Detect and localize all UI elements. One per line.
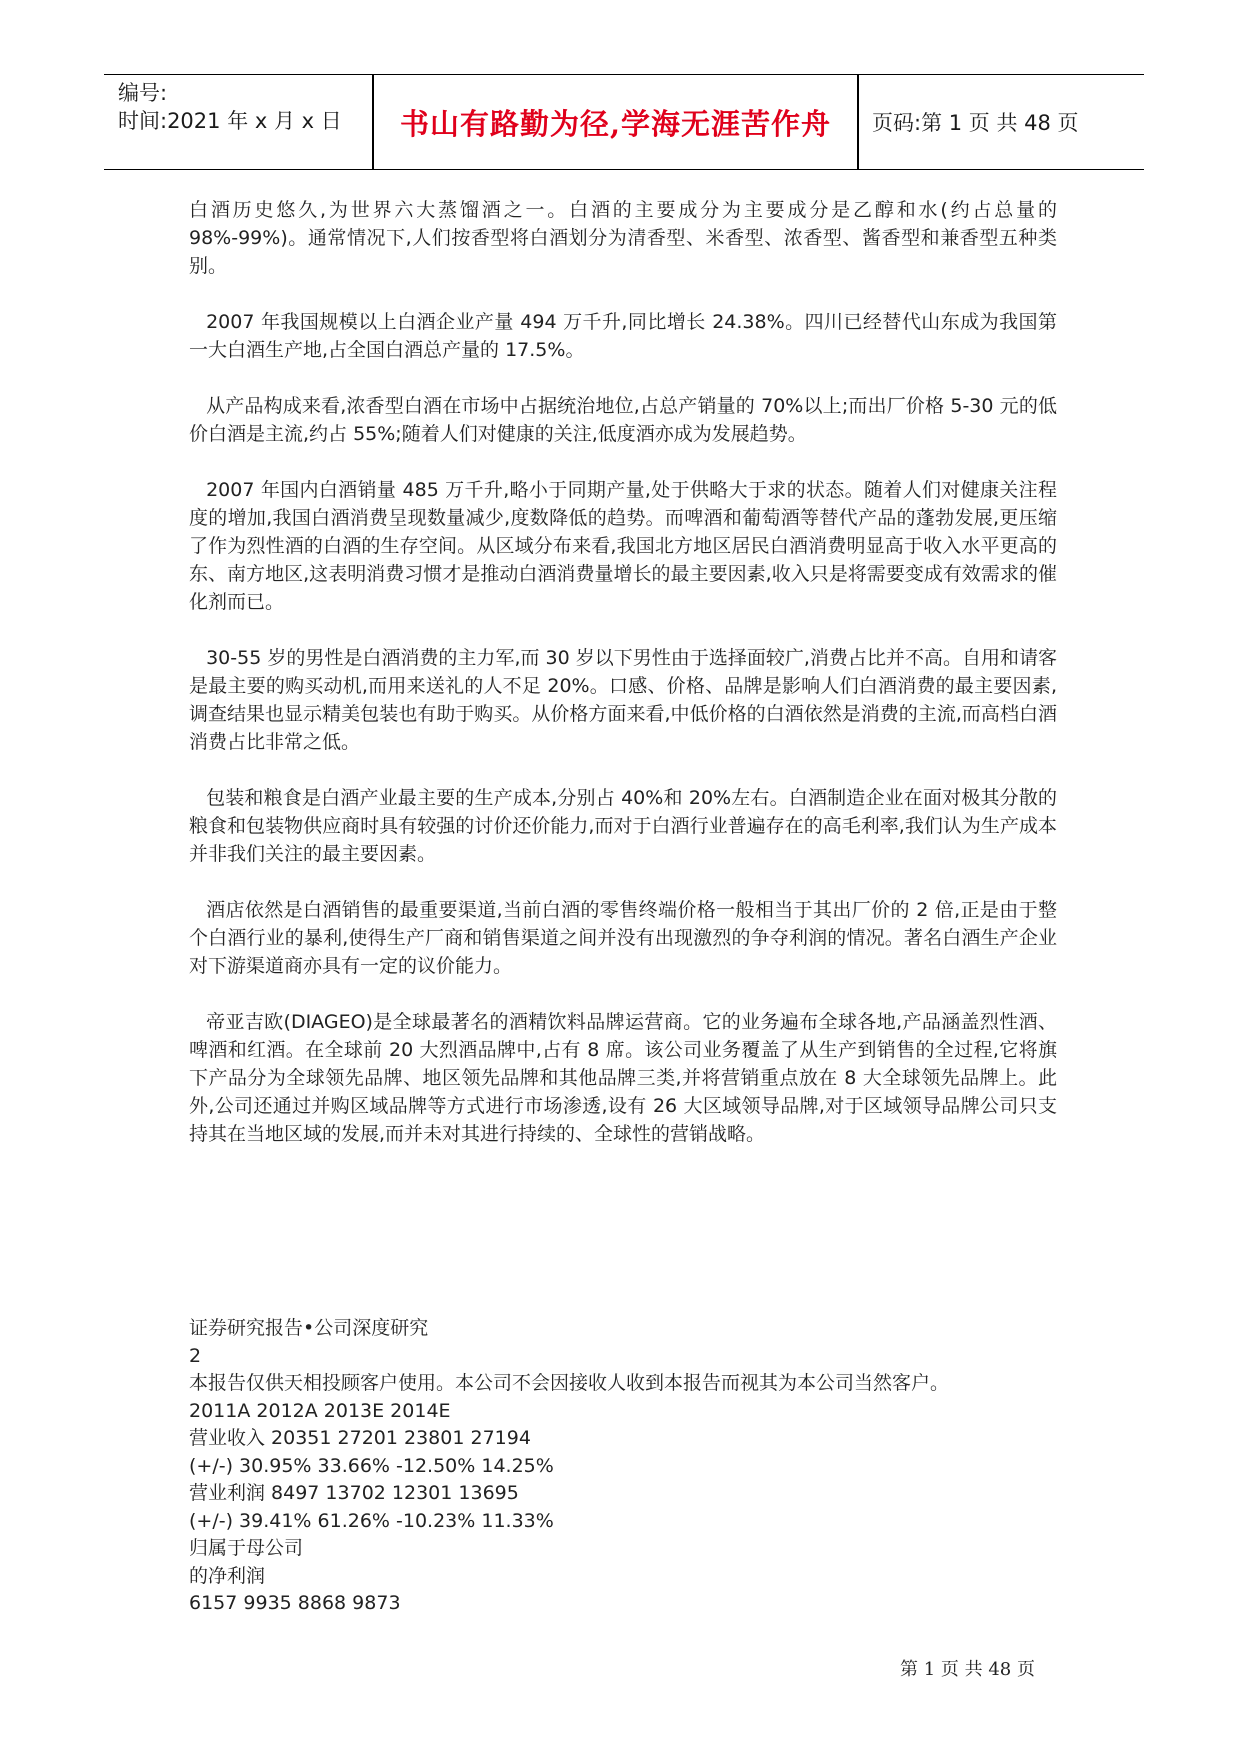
revenue-line: 营业收入 20351 27201 23801 27194 xyxy=(189,1427,531,1449)
paragraph: 30-55 岁的男性是白酒消费的主力军,而 30 岁以下男性由于选择面较广,消费占比并不高。自用和请客是最主要的购买动机,而用来送礼的人不足 20%。口感、价格、品牌是影响人们白酒消费的最主要因素,调查结果也显示精美包装也有助于购买。从价格方面来看,中低价格的白酒依然是消费的主流,而高档白酒消费占比非常之低。 xyxy=(189,647,1057,753)
page-header xyxy=(104,74,1144,170)
net-profit-label-line: 归属于母公司 xyxy=(189,1537,304,1559)
paragraph: 白酒历史悠久,为世界六大蒸馏酒之一。白酒的主要成分为主要成分是乙醇和水(约占总量的 98%-99%)。通常情况下,人们按香型将白酒划分为清香型、米香型、浓香型、酱香型和兼香型五种类别。 xyxy=(189,199,1057,277)
disclaimer-line: 本报告仅供天相投顾客户使用。本公司不会因接收人收到本报告而视其为本公司当然客户。 xyxy=(189,1372,950,1394)
operating-profit-line: 营业利润 8497 13702 12301 13695 xyxy=(189,1482,519,1504)
document-body xyxy=(189,196,1057,1176)
operating-profit-growth-line: (+/-) 39.41% 61.26% -10.23% 11.33% xyxy=(189,1509,554,1532)
paragraph: 酒店依然是白酒销售的最重要渠道,当前白酒的零售终端价格一般相当于其出厂价的 2 倍,正是由于整个白酒行业的暴利,使得生产厂商和销售渠道之间并没有出现激烈的争夺利润的情况。著名白酒生产企业对下游渠道商亦具有一定的议价能力。 xyxy=(189,899,1057,977)
net-profit-values-line: 6157 9935 8868 9873 xyxy=(189,1592,401,1614)
header-page-label: 页码:第 1 页 共 48 页 xyxy=(872,111,1079,135)
net-profit-label-line: 的净利润 xyxy=(189,1564,266,1587)
report-page-number-line: 2 xyxy=(189,1344,202,1367)
paragraph: 包装和粮食是白酒产业最主要的生产成本,分别占 40%和 20%左右。白酒制造企业在面对极其分散的粮食和包装物供应商时具有较强的讨价还价能力,而对于白酒行业普遍存在的高毛利率,我们认为生产成本并非我们关注的最主要因素。 xyxy=(189,787,1057,865)
paragraph: 2007 年国内白酒销量 485 万千升,略小于同期产量,处于供略大于求的状态。随着人们对健康关注程度的增加,我国白酒消费呈现数量减少,度数降低的趋势。而啤酒和葡萄酒等替代产品的蓬勃发展,更压缩了作为烈性酒的白酒的生存空间。从区域分布来看,我国北方地区居民白酒消费明显高于收入水平更高的东、南方地区,这表明消费习惯才是推动白酒消费量增长的最主要因素,收入只是将需要变成有效需求的催化剂而已。 xyxy=(189,479,1057,613)
paragraph: 2007 年我国规模以上白酒企业产量 494 万千升,同比增长 24.38%。四川已经替代山东成为我国第一大白酒生产地,占全国白酒总产量的 17.5%。 xyxy=(189,311,1057,361)
report-type-line: 证券研究报告•公司深度研究 xyxy=(189,1317,429,1339)
document-number-label: 编号: xyxy=(118,81,168,105)
paragraph: 帝亚吉欧(DIAGEO)是全球最著名的酒精饮料品牌运营商。它的业务遍布全球各地,产品涵盖烈性酒、啤酒和红酒。在全球前 20 大烈酒品牌中,占有 8 席。该公司业务覆盖了从生产到销售的全过程,它将旗下产品分为全球领先品牌、地区领先品牌和其他品牌三类,并将营销重点放在 8 大全球领先品牌上。此外,公司还通过并购区域品牌等方式进行市场渗透,设有 26 大区域领导品牌,对于区域领导品牌公司只支持其在当地区域的发展,而并未对其进行持续的、全球性的营销战略。 xyxy=(189,1011,1057,1145)
paragraph: 从产品构成来看,浓香型白酒在市场中占据统治地位,占总产销量的 70%以上;而出厂价格 5-30 元的低价白酒是主流,约占 55%;随着人们对健康的关注,低度酒亦成为发展趋势。 xyxy=(189,395,1057,445)
years-line: 2011A 2012A 2013E 2014E xyxy=(189,1399,451,1422)
header-divider xyxy=(857,75,859,169)
page-footer: 第 1 页 共 48 页 xyxy=(900,1659,1035,1680)
document-time-label: 时间:2021 年 x 月 x 日 xyxy=(118,109,342,133)
report-summary-lines xyxy=(189,1315,1089,1618)
revenue-growth-line: (+/-) 30.95% 33.66% -12.50% 14.25% xyxy=(189,1454,554,1477)
header-motto: 书山有路勤为径,学海无涯苦作舟 xyxy=(399,106,832,141)
